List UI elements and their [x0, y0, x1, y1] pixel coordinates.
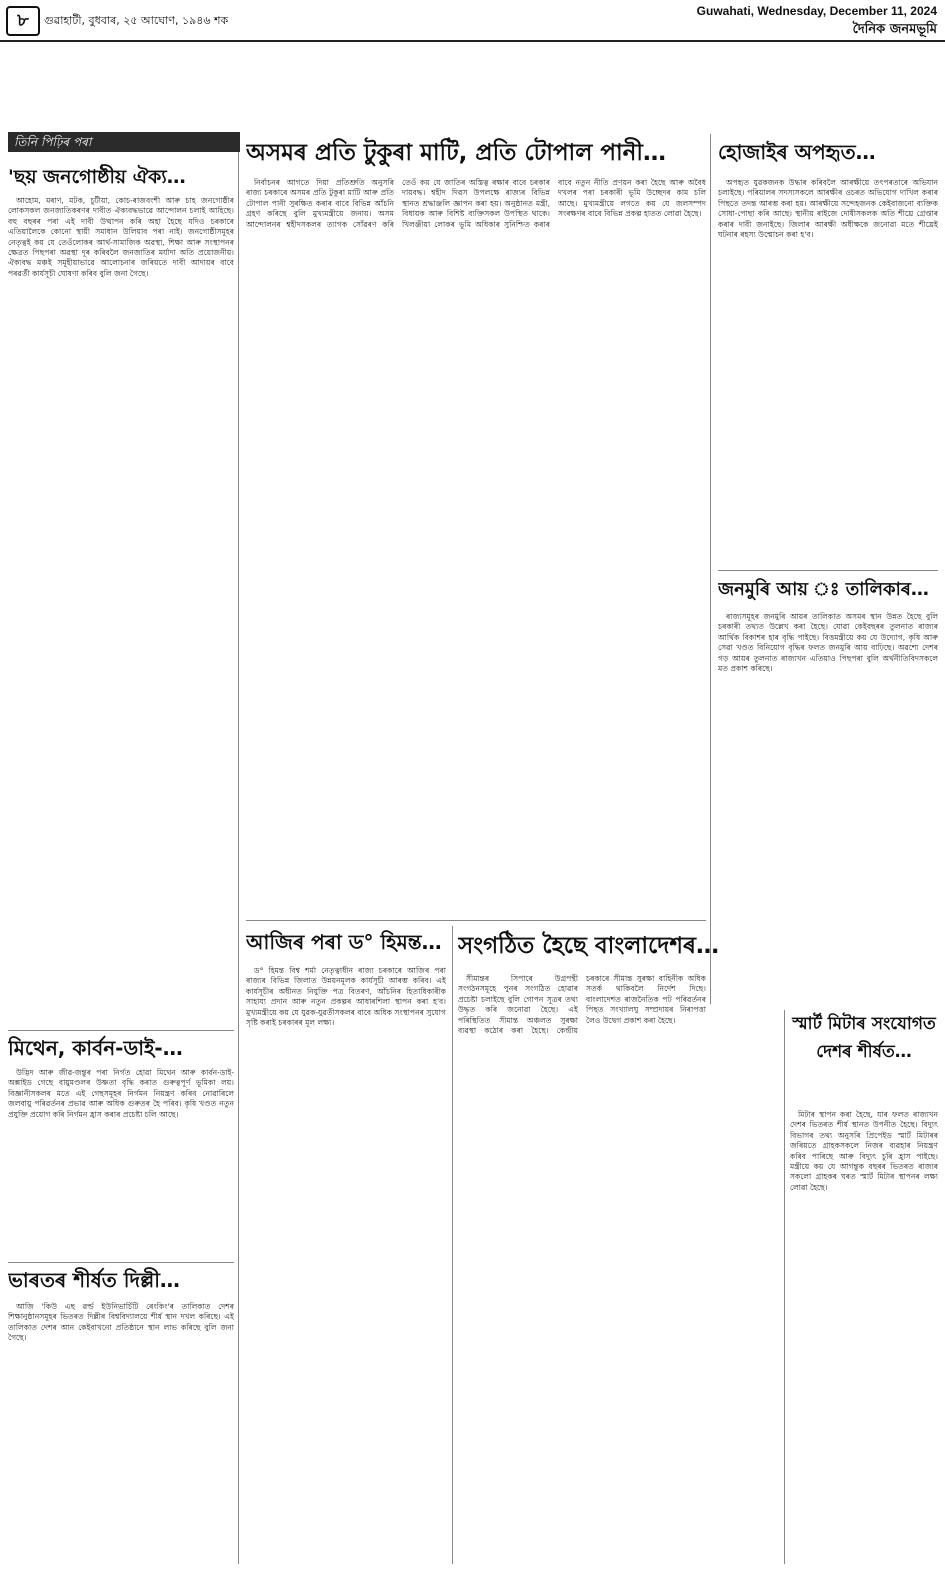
main-body: নিৰ্বাচনৰ আগতে দিয়া প্ৰতিশ্ৰুতি অনুসৰি ৰাজ্য চৰকাৰে অসমৰ প্ৰতি টুকুৰা মাটি আৰু প্ৰতি টোপাল পানী সুৰক্ষিত কৰাৰ বাবে বিভিন্ন আঁচনি গ্ৰহণ কৰিছে বুলি মুখ্যমন্ত্ৰীয়ে জনায়। অসম আন্দোলনৰ শ্বহীদসকলৰ ত্যাগক সোঁৱৰণ কৰি তেওঁ কয় যে জাতিৰ অস্তিত্ব ৰক্ষাৰ বাবে চৰকাৰ দায়বদ্ধ। শ্বহীদ দিৱস উপলক্ষে ৰাজ্যৰ বিভিন্ন স্থানত শ্ৰদ্ধাঞ্জলি জ্ঞাপন কৰা হয়। অনুষ্ঠানত মন্ত্ৰী, বিধায়ক আৰু বিশিষ্ট ব্যক্তিসকল উপস্থিত থাকে। খিলঞ্জীয়া লোকৰ ভূমি অধিকাৰ সুনিশ্চিত কৰাৰ বাবে নতুন নীতি প্ৰণয়ন কৰা হৈছে আৰু অবৈধ দখলৰ পৰা চৰকাৰী ভূমি উচ্ছেদৰ কাম চলি আছে। মুখ্যমন্ত্ৰীয়ে লগতে কয় যে জলসম্পদ সংৰক্ষণৰ বাবে বিভিন্ন প্ৰকল্প হাতত লোৱা হৈছে।	[246, 178, 706, 229]
column-rule	[238, 134, 239, 1564]
main-headline-box	[246, 134, 706, 174]
bharat-headline-box	[8, 1266, 234, 1300]
divider	[8, 1262, 234, 1263]
janmuri-body: ৰাজ্যসমূহৰ জনমুৰি আয়ৰ তালিকাত অসমৰ স্থান উন্নত হৈছে বুলি চৰকাৰী তথ্যত উল্লেখ কৰা হৈছে। যোৱা কেইবছৰৰ তুলনাত ৰাজ্যৰ আৰ্থিক বিকাশৰ হাৰ বৃদ্ধি পাইছে। বিত্তমন্ত্ৰীয়ে কয় যে উদ্যোগ, কৃষি আৰু সেৱা খণ্ডত বিনিয়োগ বৃদ্ধিৰ ফলত জনমুৰি আয় বাঢ়িছে। অৱশ্যে দেশৰ গড় আয়ৰ তুলনাত ৰাজ্যখন এতিয়াও পিছপৰা বুলি অৰ্থনীতিবিদসকলে মত প্ৰকাশ কৰিছে।	[718, 612, 938, 674]
unity-headline: 'ছয় জনগোষ্ঠীয় ঐক্য…	[8, 166, 186, 188]
aajir-headline-box	[246, 926, 446, 962]
mithane-article	[8, 1068, 234, 1258]
bangladesh-body: সীমান্তৰ সিপাৰে উগ্ৰপন্থী সংগঠনসমূহে পুনৰ সংগঠিত হোৱাৰ প্ৰচেষ্টা চলাইছে বুলি গোপন সূত্ৰৰ তথ্য উদ্ধৃত কৰি জনোৱা হৈছে। এই পৰিস্থিতিত সীমান্ত অঞ্চলত সুৰক্ষা ব্যৱস্থা কঠোৰ কৰা হৈছে। কেন্দ্ৰীয় চৰকাৰে সীমান্ত সুৰক্ষা বাহিনীক অধিক সতৰ্ক থাকিবলৈ নিৰ্দেশ দিছে। বাংলাদেশত ৰাজনৈতিক পট পৰিৱৰ্তনৰ পিছত সংখ্যালঘু সম্প্ৰদায়ৰ নিৰাপত্তা লৈও উদ্বেগ প্ৰকাশ কৰা হৈছে।	[458, 974, 706, 1036]
paper-name: দৈনিক জনমভূমি	[852, 22, 937, 37]
bharat-body: আজি 'কিউ এছ ৱৰ্ল্ড ইউনিভাৰ্চিটি ৰেংকিং'ৰ তালিকাত দেশৰ শিক্ষানুষ্ঠানসমূহৰ ভিতৰত দিল্লীৰ বিশ্ববিদ্যালয়ে শীৰ্ষ স্থান দখল কৰিছে। এই তালিকাত দেশৰ আন কেইবাখনো প্ৰতিষ্ঠানে স্থান লাভ কৰিছে বুলি জনা গৈছে।	[8, 1302, 234, 1343]
bharat-headline: ভাৰতৰ শীৰ্ষত দিল্লী…	[8, 1268, 180, 1292]
series-label: তিনি পিঢ়িৰ পৰা	[8, 132, 240, 152]
hojai-body: অপহৃত যুৱকজনক উদ্ধাৰ কৰিবলৈ আৰক্ষীয়ে তৎপৰতাৰে অভিযান চলাইছে। পৰিয়ালৰ সদস্যসকলে আৰক্ষীৰ ওচৰত অভিযোগ দাখিল কৰাৰ পিছতে তদন্ত আৰম্ভ কৰা হয়। আৰক্ষীয়ে সন্দেহজনক কেইবাজনো ব্যক্তিক সোধা-পোছা কৰি আছে। স্থানীয় ৰাইজে দোষীসকলক অতি শীঘ্ৰে গ্ৰেপ্তাৰ কৰাৰ দাবী জনাইছে। জিলাৰ আৰক্ষী অধীক্ষকে জনোৱা মতে শীঘ্ৰেই ঘটনাৰ ৰহস্য উন্মোচন কৰা হ'ব।	[718, 178, 938, 240]
column-rule	[784, 1010, 785, 1564]
janmuri-headline: জনমুৰি আয় ঃ তালিকাৰ…	[718, 579, 929, 600]
main-headline: অসমৰ প্ৰতি টুকুৰা মাটি, প্ৰতি টোপাল পানী…	[246, 140, 666, 166]
unity-body: আহোম, মৰাণ, মটক, চুটীয়া, কোচ-ৰাজবংশী আৰু চাহ জনগোষ্ঠীৰ লোকসকল জনজাতিকৰণৰ দাবীত ঐক্যবদ্ধভাৱে আন্দোলন চলাই আহিছে। বহু বছৰৰ পৰা এই দাবী উত্থাপন কৰি অহা হৈছে যদিও চৰকাৰে এতিয়ালৈকে কোনো স্থায়ী সমাধান উলিয়াব পৰা নাই। জনগোষ্ঠীসমূহৰ নেতৃত্বই কয় যে তেওঁলোকৰ আৰ্থ-সামাজিক অৱস্থা, শিক্ষা আৰু সংস্থাপনৰ ক্ষেত্ৰত পিছপৰা অৱস্থা দূৰ কৰিবলৈ জনজাতিৰ মৰ্যাদা অতি প্ৰয়োজনীয়। ঐক্যবদ্ধ মঞ্চই সমূহীয়াভাৱে আলোচনাৰ জৰিয়তে দাবী আদায়ৰ বাবে পৰৱৰ্তী কাৰ্যসূচী ঘোষণা কৰিব বুলি জনা গৈছে।	[8, 196, 234, 278]
smart-headline: স্মাৰ্ট মিটাৰ সংযোগত দেশৰ শীৰ্ষত…	[792, 1014, 936, 1062]
hojai-article	[718, 178, 938, 566]
mithane-body: উদ্ভিদ আৰু জীৱ-জন্তুৰ পৰা নিৰ্গত হোৱা মিথেন আৰু কাৰ্বন-ডাই-অক্সাইড গেছে বায়ুমণ্ডলৰ উষ্ণতা বৃদ্ধি কৰাত গুৰুত্বপূৰ্ণ ভূমিকা লয়। বিজ্ঞানীসকলৰ মতে এই গেছসমূহৰ নিৰ্গমন নিয়ন্ত্ৰণ কৰিব নোৱাৰিলে জলবায়ু পৰিৱৰ্তনৰ প্ৰভাৱ আৰু অধিক গুৰুতৰ হৈ পৰিব। কৃষি খণ্ডত নতুন প্ৰযুক্তি প্ৰয়োগ কৰি নিৰ্গমন হ্ৰাস কৰাৰ প্ৰচেষ্টা চলি আছে।	[8, 1068, 234, 1119]
column-rule	[452, 926, 453, 1564]
masthead	[0, 0, 945, 42]
bangladesh-article	[458, 974, 706, 1564]
hojai-headline-box	[718, 134, 938, 174]
smart-body: মিটাৰ স্থাপন কৰা হৈছে, যাৰ ফলত ৰাজ্যখন দেশৰ ভিতৰত শীৰ্ষ স্থানত উপনীত হৈছে। বিদ্যুৎ বিভাগৰ তথ্য অনুসৰি প্ৰিপেইড স্মাৰ্ট মিটাৰৰ জৰিয়তে গ্ৰাহকসকলে নিজৰ ব্যৱহাৰ নিয়ন্ত্ৰণ কৰিব পাৰিছে আৰু বিদ্যুৎ চুৰি হ্ৰাস পাইছে। মন্ত্ৰীয়ে কয় যে আগন্তুক বছৰৰ ভিতৰত ৰাজ্যৰ সকলো গ্ৰাহকৰ ঘৰত স্মাৰ্ট মিটাৰ স্থাপনৰ লক্ষ্য লোৱা হৈছে।	[790, 1110, 938, 1192]
main-article	[246, 178, 706, 918]
aajir-body: ড° হিমন্ত বিশ্ব শৰ্মা নেতৃত্বাধীন ৰাজ্য চৰকাৰে আজিৰ পৰা ৰাজ্যৰ বিভিন্ন জিলাত উন্নয়নমূলক কাৰ্যসূচী আৰম্ভ কৰিব। এই কাৰ্যসূচীৰ অধীনত নিযুক্তি পত্ৰ বিতৰণ, আঁচনিৰ হিতাধিকাৰীক সাহায্য প্ৰদান আৰু নতুন প্ৰকল্পৰ আধাৰশিলা স্থাপন কৰা হ'ব। মুখ্যমন্ত্ৰীয়ে কয় যে যুৱক-যুৱতীসকলৰ বাবে অধিক সংস্থাপনৰ সুযোগ সৃষ্টি কৰাই চৰকাৰৰ মূল লক্ষ্য।	[246, 966, 446, 1028]
date-english: Guwahati, Wednesday, December 11, 2024	[696, 4, 937, 18]
unity-headline-box	[8, 164, 234, 194]
date-assamese: গুৱাহাটী, বুধবাৰ, ২৫ আঘোণ, ১৯৪৬ শক	[44, 14, 229, 27]
smart-headline-box	[790, 1010, 938, 1106]
bangladesh-headline: সংগঠিত হৈছে বাংলাদেশৰ…	[458, 933, 719, 959]
aajir-article	[246, 966, 446, 1564]
janmuri-article	[718, 612, 938, 1002]
smart-article	[790, 1110, 938, 1564]
divider	[246, 920, 706, 921]
mithane-headline-box	[8, 1034, 234, 1066]
divider	[718, 570, 938, 571]
unity-article	[8, 196, 234, 1026]
janmuri-headline-box	[718, 574, 938, 610]
column-rule	[710, 134, 711, 1004]
bharat-article	[8, 1302, 234, 1564]
aajir-headline: আজিৰ পৰা ড° হিমন্ত…	[246, 930, 442, 954]
page-number: ৮	[6, 6, 40, 36]
divider	[8, 1030, 234, 1031]
mithane-headline: মিথেন, কাৰ্বন-ডাই-…	[8, 1036, 183, 1060]
hojai-headline: হোজাইৰ অপহৃত…	[718, 140, 876, 164]
